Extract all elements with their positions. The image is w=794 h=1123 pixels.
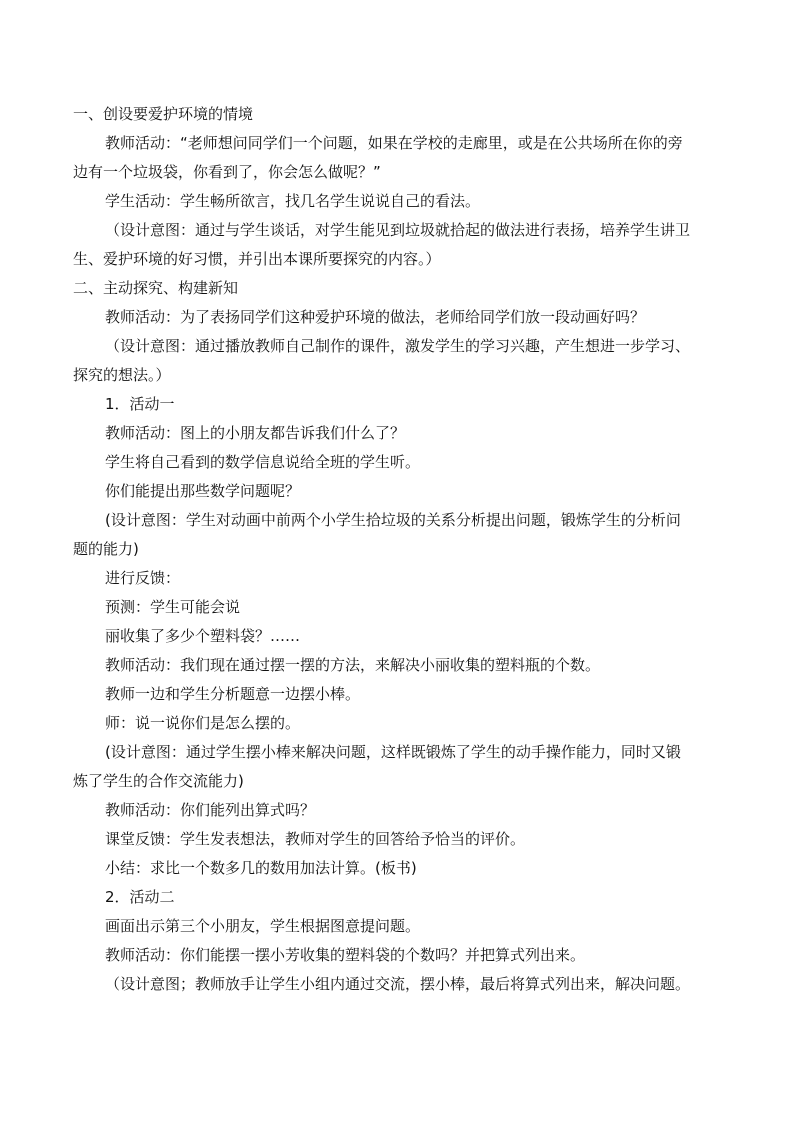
text-line: 进行反馈： — [105, 569, 181, 587]
text-line: 课堂反馈：学生发表想法，教师对学生的回答给予恰当的评价。 — [105, 830, 526, 848]
text-line: 教师活动：你们能摆一摆小芳收集的塑料袋的个数吗？并把算式列出来。 — [105, 946, 586, 964]
text-line: 小结：求比一个数多几的数用加法计算。(板书) — [105, 859, 417, 877]
text-line: 生、爱护环境的好习惯，并引出本课所要探究的内容。） — [73, 250, 441, 268]
text-line: 2．活动二 — [105, 888, 175, 906]
text-line: 你们能提出那些数学问题呢？ — [105, 482, 301, 500]
text-line: 教师活动：为了表扬同学们这种爱护环境的做法，老师给同学们放一段动画好吗？ — [105, 308, 646, 326]
text-line: 学生活动：学生畅所欲言，找几名学生说说自己的看法。 — [105, 192, 481, 210]
text-line: （设计意图；教师放手让学生小组内通过交流，摆小棒，最后将算式列出来，解决问题。 — [105, 975, 691, 993]
text-line: 探究的想法。） — [73, 366, 171, 384]
text-line: 炼了学生的合作交流能力) — [73, 772, 244, 790]
text-line: 1．活动一 — [105, 395, 175, 413]
text-line: 学生将自己看到的数学信息说给全班的学生听。 — [105, 453, 421, 471]
text-line: 丽收集了多少个塑料袋？…… — [105, 627, 301, 645]
text-line: 一、创设要爱护环境的情境 — [73, 105, 254, 123]
text-line: (设计意图：学生对动画中前两个小学生拾垃圾的关系分析提出问题，锻炼学生的分析问 — [105, 511, 681, 529]
text-line: 边有一个垃圾袋，你看到了，你会怎么做呢？” — [73, 163, 381, 181]
text-line: 教师活动：“老师想问同学们一个问题，如果在学校的走廊里，或是在公共场所在你的旁 — [105, 134, 683, 152]
text-line: (设计意图：通过学生摆小棒来解决问题，这样既锻炼了学生的动手操作能力，同时又锻 — [105, 743, 681, 761]
text-line: 教师一边和学生分析题意一边摆小棒。 — [105, 685, 361, 703]
text-line: 教师活动：你们能列出算式吗？ — [105, 801, 316, 819]
text-line: （设计意图：通过与学生谈话，对学生能见到垃圾就拾起的做法进行表扬，培养学生讲卫 — [105, 221, 691, 239]
text-line: （设计意图：通过播放教师自己制作的课件，激发学生的学习兴趣，产生想进一步学习、 — [105, 337, 691, 355]
text-line: 画面出示第三个小朋友，学生根据图意提问题。 — [105, 917, 421, 935]
text-line: 教师活动：图上的小朋友都告诉我们什么了？ — [105, 424, 406, 442]
text-line: 预测：学生可能会说 — [105, 598, 241, 616]
text-line: 二、主动探究、构建新知 — [73, 279, 239, 297]
document-body — [73, 100, 725, 999]
text-line: 师：说一说你们是怎么摆的。 — [105, 714, 301, 732]
text-line: 题的能力) — [73, 540, 139, 558]
text-line: 教师活动：我们现在通过摆一摆的方法，来解决小丽收集的塑料瓶的个数。 — [105, 656, 601, 674]
